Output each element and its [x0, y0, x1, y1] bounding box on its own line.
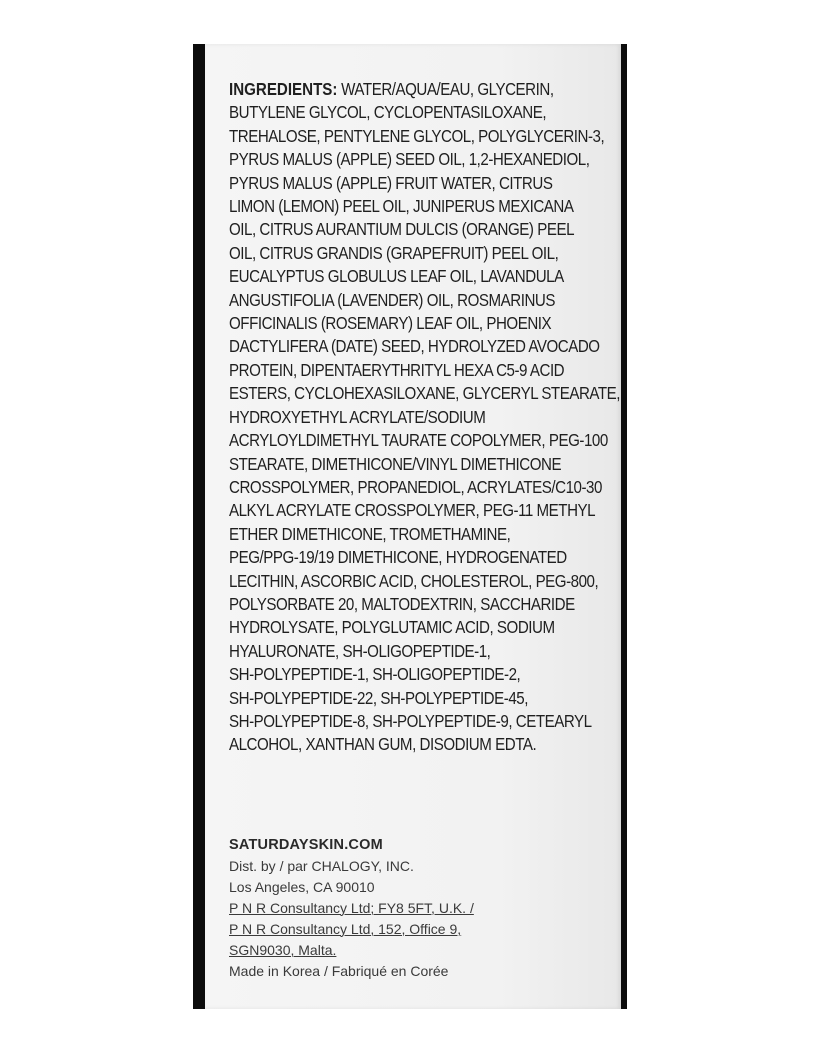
ingredient-line: OIL, CITRUS AURANTIUM DULCIS (ORANGE) PEEL — [229, 219, 575, 240]
ingredient-line: LECITHIN, ASCORBIC ACID, CHOLESTEROL, PEG-800, — [229, 570, 599, 591]
ingredient-line: STEARATE, DIMETHICONE/VINYL DIMETHICONE — [229, 453, 562, 474]
ingredient-line: CROSSPOLYMER, PROPANEDIOL, ACRYLATES/C10-30 — [229, 476, 602, 497]
distributor-city: Los Angeles, CA 90010 — [229, 879, 375, 895]
pnr-consultancy-uk: P N R Consultancy Ltd; FY8 5FT, U.K. / — [229, 900, 474, 916]
ingredient-line: PROTEIN, DIPENTAERYTHRITYL HEXA C5-9 ACID — [229, 359, 565, 380]
ingredient-line: PEG/PPG-19/19 DIMETHICONE, HYDROGENATED — [229, 547, 567, 568]
ingredient-line: POLYSORBATE 20, MALTODEXTRIN, SACCHARIDE — [229, 593, 575, 614]
ingredient-line: HYDROXYETHYL ACRYLATE/SODIUM — [229, 406, 486, 427]
ingredient-line: PYRUS MALUS (APPLE) SEED OIL, 1,2-HEXANEDIOL, — [229, 149, 590, 170]
ingredients-heading: INGREDIENTS: — [229, 79, 338, 99]
label-footer — [229, 834, 609, 982]
ingredient-line: ANGUSTIFOLIA (LAVENDER) OIL, ROSMARINUS — [229, 289, 555, 310]
ingredient-line: OIL, CITRUS GRANDIS (GRAPEFRUIT) PEEL OIL, — [229, 242, 559, 263]
ingredient-line: BUTYLENE GLYCOL, CYCLOPENTASILOXANE, — [229, 102, 547, 123]
ingredient-line: SH-POLYPEPTIDE-22, SH-POLYPEPTIDE-45, — [229, 687, 528, 708]
ingredient-line: ALCOHOL, XANTHAN GUM, DISODIUM EDTA. — [229, 734, 537, 755]
ingredient-line: SH-POLYPEPTIDE-8, SH-POLYPEPTIDE-9, CETEARYL — [229, 710, 592, 731]
ingredient-line: HYDROLYSATE, POLYGLUTAMIC ACID, SODIUM — [229, 617, 555, 638]
ingredient-line: PYRUS MALUS (APPLE) FRUIT WATER, CITRUS — [229, 172, 553, 193]
ingredient-line: SH-POLYPEPTIDE-1, SH-OLIGOPEPTIDE-2, — [229, 664, 521, 685]
ingredient-label — [205, 44, 621, 1009]
ingredient-line: EUCALYPTUS GLOBULUS LEAF OIL, LAVANDULA — [229, 266, 564, 287]
ingredient-line: OFFICINALIS (ROSEMARY) LEAF OIL, PHOENIX — [229, 313, 552, 334]
ingredients-first-line — [229, 78, 613, 101]
ingredients-first-line-text: WATER/AQUA/EAU, GLYCERIN, — [337, 79, 554, 99]
website-url: SATURDAYSKIN.COM — [229, 837, 383, 853]
distributor-line: Dist. by / par CHALOGY, INC. — [229, 858, 414, 874]
ingredient-line: TREHALOSE, PENTYLENE GLYCOL, POLYGLYCERIN-3, — [229, 125, 605, 146]
made-in-line: Made in Korea / Fabriqué en Corée — [229, 963, 449, 979]
ingredient-line: HYALURONATE, SH-OLIGOPEPTIDE-1, — [229, 640, 491, 661]
ingredient-line: ACRYLOYLDIMETHYL TAURATE COPOLYMER, PEG-100 — [229, 430, 608, 451]
pnr-consultancy-malta: P N R Consultancy Ltd, 152, Office 9, — [229, 921, 462, 937]
ingredients-list — [229, 78, 621, 757]
ingredient-line: ALKYL ACRYLATE CROSSPOLYMER, PEG-11 METHYL — [229, 500, 596, 521]
ingredient-line: LIMON (LEMON) PEEL OIL, JUNIPERUS MEXICANA — [229, 196, 574, 217]
pnr-consultancy-malta-postcode: SGN9030, Malta. — [229, 942, 337, 958]
ingredient-line: DACTYLIFERA (DATE) SEED, HYDROLYZED AVOCADO — [229, 336, 600, 357]
ingredient-line: ETHER DIMETHICONE, TROMETHAMINE, — [229, 523, 511, 544]
ingredient-line: ESTERS, CYCLOHEXASILOXANE, GLYCERYL STEARATE, — [229, 383, 621, 404]
